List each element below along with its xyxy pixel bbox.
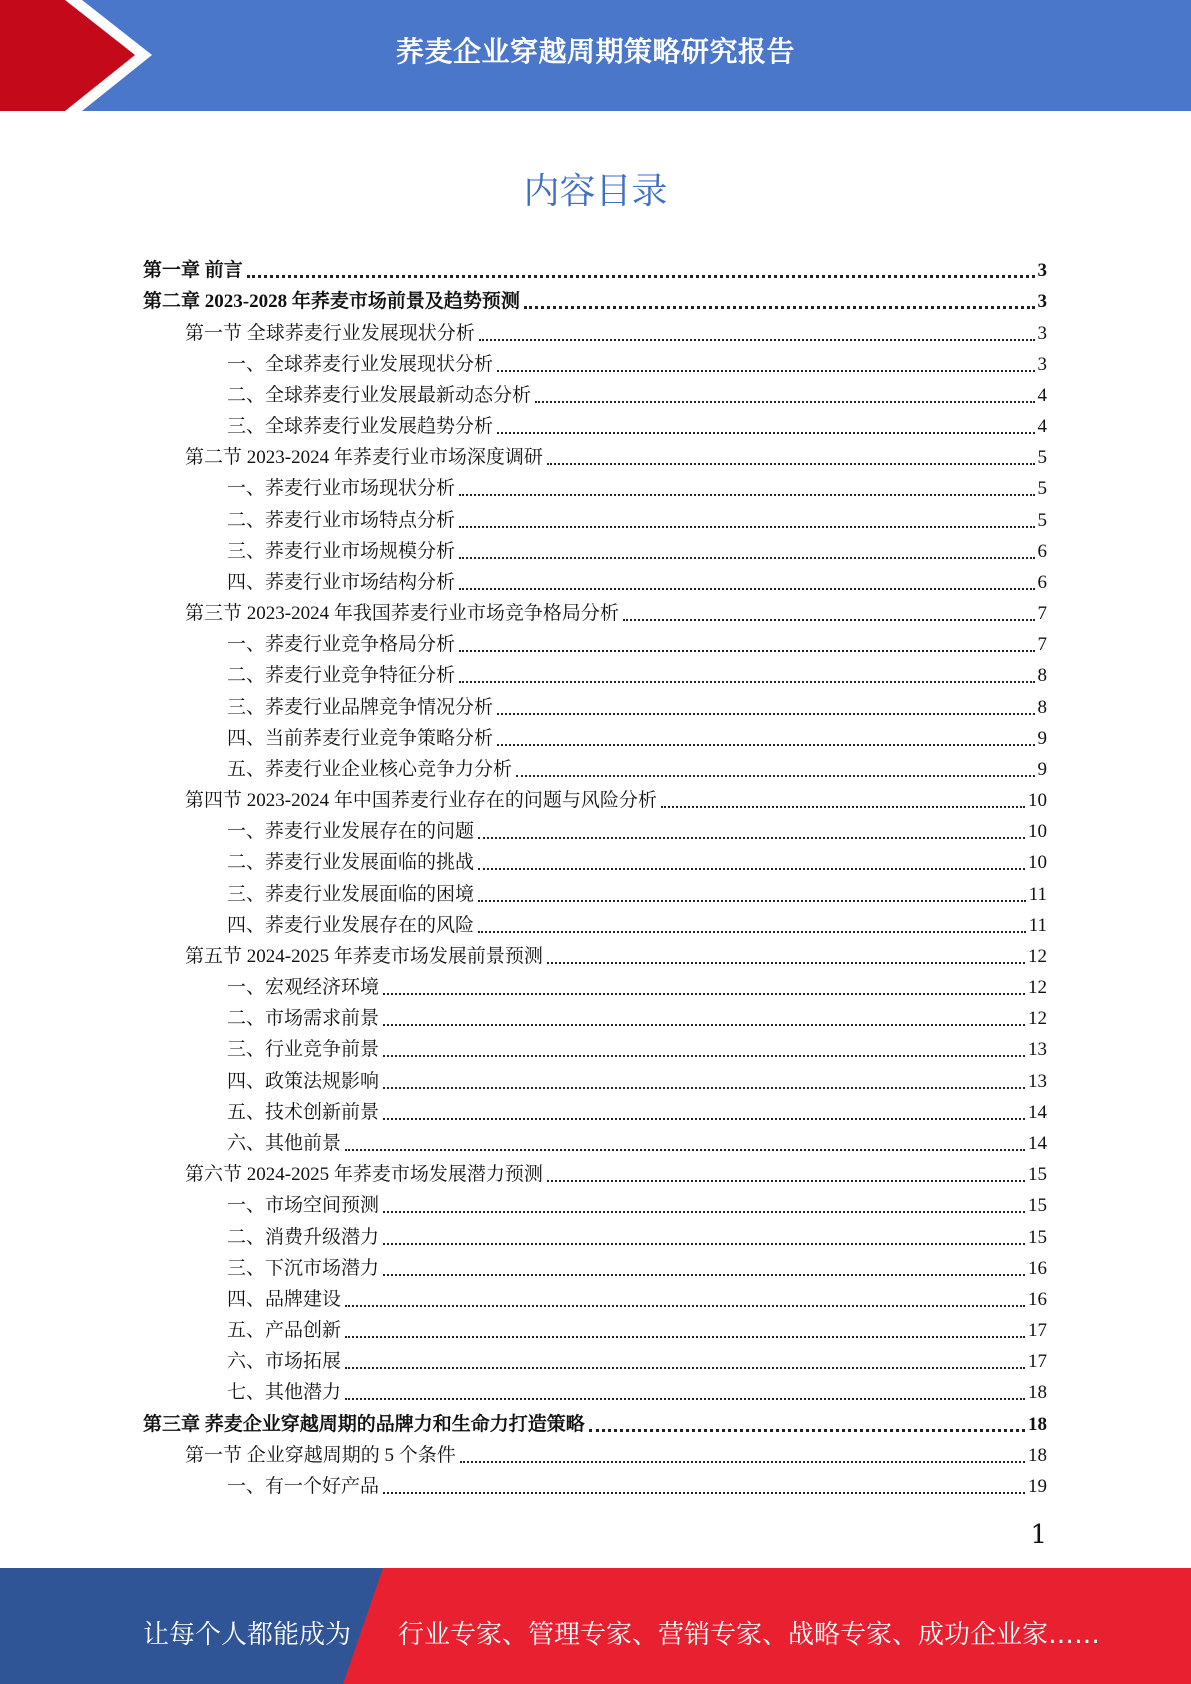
toc-entry[interactable] <box>143 379 1047 410</box>
toc-entry-title: 三、全球荞麦行业发展趋势分析 <box>227 416 494 438</box>
toc-entry-page: 16 <box>1028 1257 1047 1279</box>
toc-dot-leader <box>345 1398 1025 1400</box>
toc-entry[interactable] <box>143 597 1047 628</box>
toc-entry-page: 3 <box>1037 322 1047 344</box>
toc-entry-page: 13 <box>1028 1039 1047 1061</box>
toc-dot-leader <box>383 1492 1025 1494</box>
toc-entry-title: 第六节 2024-2025 年荞麦市场发展潜力预测 <box>185 1164 543 1186</box>
toc-entry-title: 二、全球荞麦行业发展最新动态分析 <box>227 384 532 406</box>
toc-entry-page: 12 <box>1028 977 1047 999</box>
toc-entry-title: 五、荞麦行业企业核心竞争力分析 <box>227 758 513 780</box>
toc-entry[interactable] <box>143 690 1047 721</box>
toc-entry-page: 6 <box>1037 540 1047 562</box>
toc-dot-leader <box>497 713 1034 715</box>
toc-dot-leader <box>383 1087 1025 1089</box>
toc-entry-page: 8 <box>1037 696 1047 718</box>
footer-slogan-left: 让每个人都能成为 <box>143 1620 352 1650</box>
toc-dot-leader <box>383 1024 1025 1026</box>
toc-entry[interactable] <box>143 254 1047 285</box>
toc-dot-leader <box>516 775 1034 777</box>
toc-entry-page: 19 <box>1028 1475 1047 1497</box>
toc-entry-title: 一、市场空间预测 <box>227 1195 380 1217</box>
toc-entry-title: 七、其他潜力 <box>227 1382 342 1404</box>
toc-entry[interactable] <box>143 1470 1047 1501</box>
toc-entry-page: 3 <box>1037 353 1047 375</box>
toc-entry[interactable] <box>143 1283 1047 1314</box>
toc-entry[interactable] <box>143 1189 1047 1220</box>
toc-entry-page: 10 <box>1028 790 1047 812</box>
toc-entry-title: 第二章 2023-2028 年荞麦市场前景及趋势预测 <box>143 291 520 313</box>
toc-entry-title: 二、荞麦行业竞争特征分析 <box>227 665 456 687</box>
toc-entry-page: 11 <box>1028 914 1047 936</box>
toc-entry[interactable] <box>143 503 1047 534</box>
toc-dot-leader <box>661 806 1025 808</box>
toc-entry-page: 14 <box>1028 1101 1047 1123</box>
toc-entry[interactable] <box>143 1033 1047 1064</box>
toc-entry-page: 9 <box>1037 727 1047 749</box>
toc-entry-page: 12 <box>1028 1008 1047 1030</box>
toc-entry[interactable] <box>143 846 1047 877</box>
toc-entry-title: 第二节 2023-2024 年荞麦行业市场深度调研 <box>185 447 543 469</box>
toc-entry-page: 17 <box>1028 1320 1047 1342</box>
toc-dot-leader <box>383 1243 1025 1245</box>
toc-dot-leader <box>478 931 1026 933</box>
toc-dot-leader <box>547 463 1035 465</box>
toc-entry[interactable] <box>143 815 1047 846</box>
page-number: 1 <box>1030 1520 1047 1550</box>
toc-entry-page: 13 <box>1028 1070 1047 1092</box>
toc-dot-leader <box>383 1055 1025 1057</box>
toc-entry-title: 三、荞麦行业发展面临的困境 <box>227 883 475 905</box>
toc-dot-leader <box>524 306 1035 309</box>
toc-dot-leader <box>345 1367 1025 1369</box>
toc-entry-page: 9 <box>1037 758 1047 780</box>
toc-entry-title: 五、产品创新 <box>227 1320 342 1342</box>
toc-entry[interactable] <box>143 1064 1047 1095</box>
toc-dot-leader <box>497 370 1034 372</box>
toc-dot-leader <box>345 1305 1025 1307</box>
toc-entry[interactable] <box>143 940 1047 971</box>
toc-entry-page: 17 <box>1028 1351 1047 1373</box>
toc-entry[interactable] <box>143 877 1047 908</box>
toc-dot-leader <box>479 339 1035 341</box>
toc-entry[interactable] <box>143 1314 1047 1345</box>
toc-entry-page: 3 <box>1037 260 1047 282</box>
toc-entry-title: 三、荞麦行业市场规模分析 <box>227 540 456 562</box>
toc-dot-leader <box>459 557 1034 559</box>
toc-entry-page: 15 <box>1028 1164 1047 1186</box>
toc-entry-page: 8 <box>1037 665 1047 687</box>
toc-dot-leader <box>478 900 1026 902</box>
toc-entry-title: 四、荞麦行业发展存在的风险 <box>227 914 475 936</box>
toc-entry-title: 一、荞麦行业竞争格局分析 <box>227 634 456 656</box>
toc-entry-page: 10 <box>1028 821 1047 843</box>
toc-entry-page: 18 <box>1028 1413 1047 1435</box>
toc-entry-page: 5 <box>1037 509 1047 531</box>
toc-entry[interactable] <box>143 722 1047 753</box>
toc-dot-leader <box>383 1118 1025 1120</box>
toc-entry[interactable] <box>143 285 1047 316</box>
toc-entry-page: 4 <box>1037 416 1047 438</box>
toc-entry[interactable] <box>143 753 1047 784</box>
toc-dot-leader <box>383 993 1025 995</box>
toc-entry-title: 四、当前荞麦行业竞争策略分析 <box>227 727 494 749</box>
toc-dot-leader <box>535 401 1034 403</box>
toc-entry-title: 二、荞麦行业市场特点分析 <box>227 509 456 531</box>
toc-entry-page: 4 <box>1037 384 1047 406</box>
toc-entry-title: 二、荞麦行业发展面临的挑战 <box>227 852 475 874</box>
toc-entry[interactable] <box>143 659 1047 690</box>
toc-dot-leader <box>547 1180 1025 1182</box>
toc-dot-leader <box>345 1336 1025 1338</box>
toc-entry-title: 一、有一个好产品 <box>227 1475 380 1497</box>
toc-entry-page: 18 <box>1028 1382 1047 1404</box>
toc-entry-page: 11 <box>1028 883 1047 905</box>
toc-entry-page: 14 <box>1028 1132 1047 1154</box>
toc-dot-leader <box>345 1149 1025 1151</box>
toc-entry-page: 18 <box>1028 1444 1047 1466</box>
toc-entry-page: 5 <box>1037 478 1047 500</box>
toc-entry[interactable] <box>143 410 1047 441</box>
toc-entry-title: 五、技术创新前景 <box>227 1101 380 1123</box>
toc-entry[interactable] <box>143 472 1047 503</box>
toc-entry-title: 六、市场拓展 <box>227 1351 342 1373</box>
toc-dot-leader <box>459 588 1034 590</box>
page-header <box>0 0 1191 111</box>
toc-entry-title: 第三章 荞麦企业穿越周期的品牌力和生命力打造策略 <box>143 1413 585 1435</box>
toc-dot-leader <box>623 619 1035 621</box>
toc-entry-title: 一、宏观经济环境 <box>227 977 380 999</box>
toc-entry-title: 第五节 2024-2025 年荞麦市场发展前景预测 <box>185 945 543 967</box>
toc-entry-page: 6 <box>1037 571 1047 593</box>
toc-entry[interactable] <box>143 1345 1047 1376</box>
toc-dot-leader <box>459 526 1034 528</box>
toc-entry-page: 7 <box>1037 634 1047 656</box>
report-title: 荞麦企业穿越周期策略研究报告 <box>395 35 795 68</box>
toc-entry[interactable] <box>143 1252 1047 1283</box>
toc-entry[interactable] <box>143 1220 1047 1251</box>
toc-dot-leader <box>497 432 1034 434</box>
toc-entry[interactable] <box>143 1158 1047 1189</box>
toc-dot-leader <box>478 837 1025 839</box>
toc-dot-leader <box>247 275 1035 278</box>
table-of-contents <box>143 254 1047 1501</box>
toc-entry-title: 三、行业竞争前景 <box>227 1039 380 1061</box>
toc-entry[interactable] <box>143 628 1047 659</box>
toc-entry-title: 一、荞麦行业市场现状分析 <box>227 478 456 500</box>
toc-entry-title: 第四节 2023-2024 年中国荞麦行业存在的问题与风险分析 <box>185 790 657 812</box>
toc-entry[interactable] <box>143 1376 1047 1407</box>
toc-dot-leader <box>497 744 1034 746</box>
toc-entry-page: 7 <box>1037 603 1047 625</box>
toc-entry-page: 12 <box>1028 945 1047 967</box>
toc-entry[interactable] <box>143 971 1047 1002</box>
toc-entry-title: 一、荞麦行业发展存在的问题 <box>227 821 475 843</box>
toc-entry-page: 16 <box>1028 1288 1047 1310</box>
toc-dot-leader <box>459 494 1034 496</box>
toc-entry-title: 第一节 全球荞麦行业发展现状分析 <box>185 322 475 344</box>
toc-entry-title: 第一章 前言 <box>143 260 243 282</box>
footer-slogan-right: 行业专家、管理专家、营销专家、战略专家、成功企业家…… <box>398 1620 1101 1650</box>
toc-entry[interactable] <box>143 909 1047 940</box>
toc-entry-title: 二、消费升级潜力 <box>227 1226 380 1248</box>
toc-entry[interactable] <box>143 1096 1047 1127</box>
toc-entry-title: 四、品牌建设 <box>227 1288 342 1310</box>
toc-entry[interactable] <box>143 1127 1047 1158</box>
toc-entry-title: 一、全球荞麦行业发展现状分析 <box>227 353 494 375</box>
toc-entry-page: 10 <box>1028 852 1047 874</box>
toc-dot-leader <box>459 681 1034 683</box>
toc-entry-title: 四、荞麦行业市场结构分析 <box>227 571 456 593</box>
toc-entry-title: 三、下沉市场潜力 <box>227 1257 380 1279</box>
toc-entry-title: 四、政策法规影响 <box>227 1070 380 1092</box>
toc-entry-title: 六、其他前景 <box>227 1132 342 1154</box>
toc-entry-page: 5 <box>1037 447 1047 469</box>
toc-entry-page: 15 <box>1028 1195 1047 1217</box>
toc-entry[interactable] <box>143 316 1047 347</box>
toc-entry[interactable] <box>143 784 1047 815</box>
toc-dot-leader <box>460 1461 1025 1463</box>
toc-dot-leader <box>383 1274 1025 1276</box>
toc-dot-leader <box>478 868 1025 870</box>
toc-entry[interactable] <box>143 441 1047 472</box>
toc-entry[interactable] <box>143 1002 1047 1033</box>
toc-entry-page: 3 <box>1037 291 1047 313</box>
toc-entry-title: 第三节 2023-2024 年我国荞麦行业市场竞争格局分析 <box>185 603 619 625</box>
toc-dot-leader <box>383 1211 1025 1213</box>
toc-entry[interactable] <box>143 566 1047 597</box>
toc-entry[interactable] <box>143 1439 1047 1470</box>
toc-entry-title: 三、荞麦行业品牌竞争情况分析 <box>227 696 494 718</box>
toc-entry[interactable] <box>143 348 1047 379</box>
toc-dot-leader <box>459 650 1034 652</box>
toc-entry[interactable] <box>143 535 1047 566</box>
toc-entry-title: 二、市场需求前景 <box>227 1008 380 1030</box>
toc-heading: 内容目录 <box>523 171 668 212</box>
toc-entry-title: 第一节 企业穿越周期的 5 个条件 <box>185 1444 456 1466</box>
toc-entry[interactable] <box>143 1407 1047 1438</box>
toc-entry-page: 15 <box>1028 1226 1047 1248</box>
toc-dot-leader <box>589 1429 1025 1432</box>
toc-dot-leader <box>547 962 1025 964</box>
